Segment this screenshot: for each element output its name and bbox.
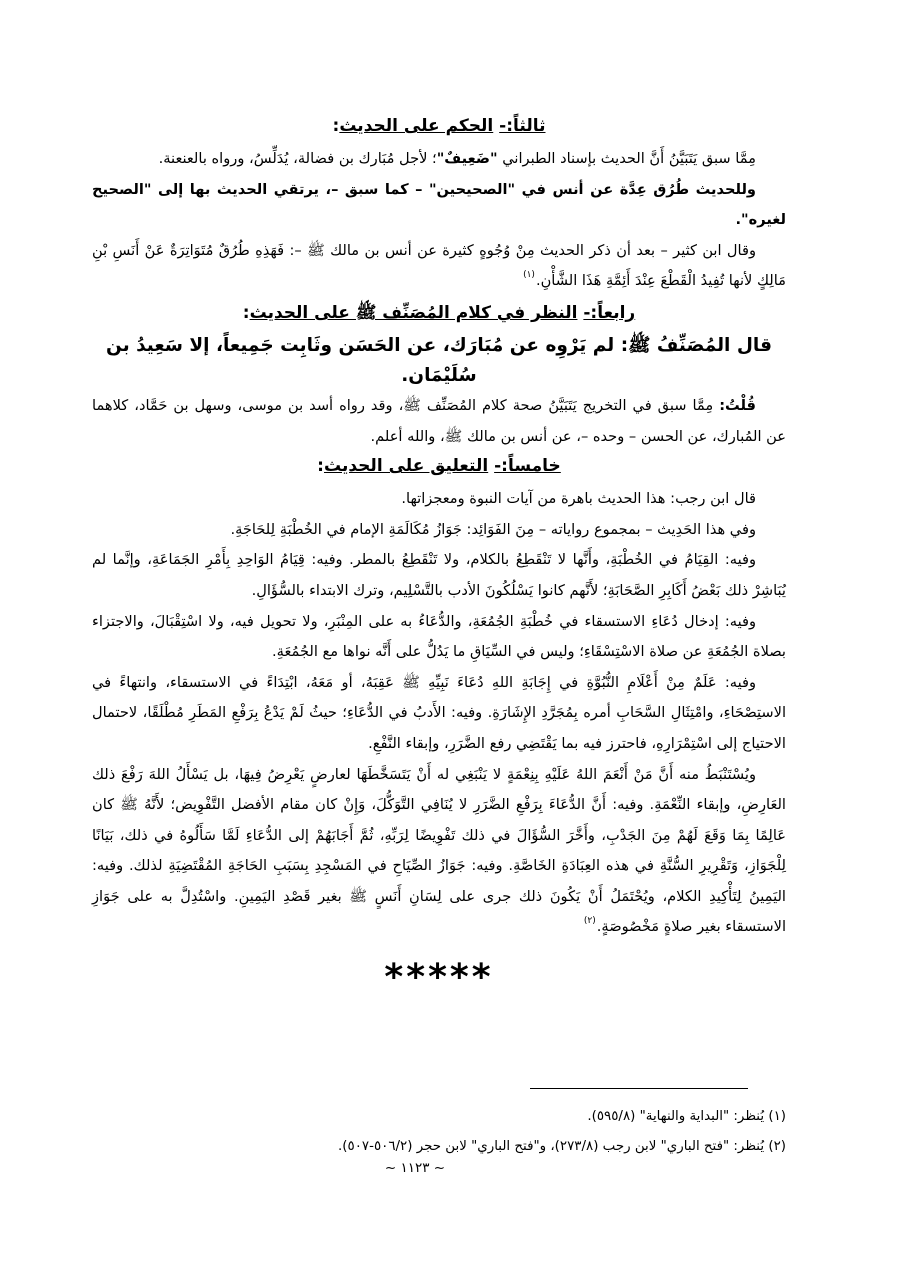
footnote-2: (٢) يُنظر: "فتح الباري" لابن رجب (٢٧٣/٨)، و"فتح الباري" لابن حجر (٥٠٦/٢-٥٠٧). (338, 1139, 786, 1154)
heading-fourth-title: النظر في كلام المُصَنِّف ﷺ على الحديث (249, 302, 578, 323)
section-separator: ***** (384, 957, 494, 999)
paragraph-third-2: وللحديث طُرُق عِدَّة عن أنس في "الصحيحين" – كما سبق –، يرتقي الحديث بها إلى "الصحيح لغيره". (92, 180, 786, 229)
heading-fifth-prefix: خامساً:- (494, 456, 561, 477)
text-span: ؛ لأجل مُبَارك بن فضالة، يُدَلِّسُ، ورواه بالعنعنة. (158, 150, 437, 167)
heading-fourth-prefix: رابعاً:- (583, 302, 636, 323)
quote-intro: قال المُصَنِّفُ ﷺ: (614, 334, 772, 356)
paragraph-fifth-4: وفيه: إدخال دُعَاءِ الاستسقاء في خُطْبَةِ الجُمُعَةِ، والدُّعَاءُ به على المِنْبَرِ، ولا تحويل فيه، ولا اسْتِقْبَالَ، والاجتزاء بصلاة الجُمُعَةِ عن صلاة الاسْتِسْقَاءِ؛ وليس في السِّيَاقِ ما يَدُلُّ على أَنَّه نواها مع الجُمُعَةِ. (92, 612, 786, 661)
paragraph-fifth-6 (92, 760, 786, 946)
text-span: وقال ابن كثير – بعد أن ذكر الحديث مِنْ وُجُوهٍ كثيرة عن أنس بن مالك ﷺ –: فَهَذِهِ طُرُقٌ مُتَوَاتِرَةٌ عَنْ أَنَسِ بْنِ مَالِكٍ لأنها تُفِيدُ الْقَطْعَ عِنْدَ أَئِمَّةِ هَذَا الشَّأْنِ. (92, 241, 786, 290)
heading-fifth (92, 452, 786, 480)
paragraph-fifth-5: وفيه: عَلَمٌ مِنْ أَعْلَامِ النُّبُوَّةِ في إِجَابَةِ اللهِ دُعَاءَ نَبِيِّهِ ﷺ عَقِبَهُ، أو مَعَهُ، ابْتِدَاءً في الاستسقاء، وانتهاءً في الاستِصْحَاءِ، وامْتِثَالِ السَّحَابِ أمره بِمُجَرَّدِ الإِشَارَةِ. وفيه: الأَدبُ في الدُّعَاءِ؛ حيثُ لَمْ يَدْعُ بِرَفْعِ المَطَرِ مُطْلَقًا، لاحتمال الاحتياج إلى اسْتِمْرَارِهِ، فاحترز فيه بما يَقْتَضِي رفع الضَّرَرِ، وإبقاء النَّفْعِ. (92, 673, 786, 752)
heading-third-title: الحكم على الحديث (339, 116, 494, 136)
paragraph-fourth-1 (92, 391, 786, 452)
footnote-divider (530, 1088, 748, 1089)
heading-fifth-title: التعليق على الحديث (323, 456, 489, 477)
heading-third-prefix: ثالثاً:- (499, 116, 546, 136)
heading-third (92, 112, 786, 140)
page-number: ~ ١١٢٣ ~ (384, 1160, 446, 1176)
paragraph-fifth-3: وفيه: القِيَامُ في الخُطْبَةِ، وأَنَّها لا تَنْقَطِعُ بالكلام، ولا تَنْقَطِعُ بالمطر. وفيه: قِيَامُ الوَاحِدِ بِأَمْرِ الجَمَاعَةِ، وإنَّما لم يُبَاشِرْ ذلك بَعْضُ أَكَابِرِ الصَّحَابَةِ؛ لأَنَّهم كانوا يَسْلُكُونَ الأدب بالتَّسْلِيم، وترك الابتداء بالسُّؤَالِ. (92, 551, 786, 599)
footnote-1: (١) يُنظر: "البداية والنهاية" (٥٩٥/٨). (587, 1109, 786, 1124)
paragraph-third-3 (92, 236, 786, 299)
heading-fifth-colon: : (317, 456, 324, 477)
heading-third-colon: : (332, 116, 340, 136)
heading-fourth (92, 299, 786, 327)
author-quote (92, 331, 786, 391)
quote-text: لم يَرْوِه عن مُبَارَك، عن الحَسَن وثَابِت جَمِيعاً، إلا سَعِيدُ بن سُلَيْمَان. (106, 334, 615, 386)
emphasis-weak: "ضَعِيفٌ" (436, 150, 498, 167)
paragraph-fifth-1: قال ابن رجب: هذا الحديث باهرة من آيات النبوة ومعجزاتها. (401, 490, 756, 508)
text-span: مِمَّا سبق يَتَبَيَّنُ أَنَّ الحديث بإسناد الطبراني (497, 150, 756, 167)
text-span: مِمَّا سبق في التخريج يَتَبَيَّنُ صحة كلام المُصَنِّف ﷺ، وقد رواه أسد بن موسى، وسهل بن حَمَّاد، كلاهما عن المُبارك، عن الحسن – وحده –، عن أنس بن مالك ﷺ، والله أعلم. (92, 396, 786, 445)
footnote-ref-2: (٢) (583, 916, 596, 927)
footnote-ref-1: (١) (523, 270, 535, 281)
heading-fourth-colon: : (242, 302, 250, 323)
paragraph-fifth-2: وفي هذا الحَدِيث – بمجموع رواياته – مِنَ الفَوَائِد: جَوَازُ مُكَالَمَةِ الإمام في الخُطْبَةِ لِلحَاجَةِ. (230, 520, 756, 538)
qultu-label: قُلْتُ: (719, 396, 756, 414)
paragraph-third-1 (92, 144, 786, 175)
text-span: ويُسْتَنْبَطُ منه أَنَّ مَنْ أَنْعَمَ اللهُ عَلَيْهِ بِنِعْمَةٍ لا يَنْبَغِي له أَنْ يَتَسَخَّطَهَا لعارضٍ يَعْرِضُ فِيهَا، بل يَسْأَلُ اللهَ رَفْعَ ذلك العَارِضِ، وإبقاء النِّعْمَةِ. وفيه: أَنَّ الدُّعَاءَ بِرَفْعِ الضَّرَرِ لا يُنَافِي التَّوَكُّلَ، وَإِنْ كان مقام الأفضل التَّفْوِيض؛ لأَنَّهُ ﷺ كان عَالِمًا بِمَا وَقَعَ لَهُمْ مِنَ الجَدْبِ، وأَخَّرَ السُّؤَالَ في ذلك تَفْوِيضًا لِرَبِّهِ، ثُمَّ أَجَابَهُمْ إلى الدُّعَاءِ لَمَّا سَأَلُوهُ في ذلك، بَيَانًا لِلْجَوَازِ، وَتَقْرِيرِ السُّنَّةِ في هذه العِبَادَةِ الخَاصَّةِ. وفيه: جَوَازُ الصِّيَاحِ في المَسْجِدِ بِسَبَبِ الحَاجَةِ المُقْتَضِيَةِ لذلك. وفيه: اليَمِينُ لِتَأْكِيدِ الكلام، ويُحْتَمَلُ أَنْ يَكُونَ ذلك جرى على لِسَانِ أَنَسٍ ﷺ بغير قَصْدِ اليَمِينِ. واسْتُدِلَّ به على جَوَازِ الاستسقاء بغير صلاةٍ مَخْصُوصَةٍ. (92, 765, 786, 936)
